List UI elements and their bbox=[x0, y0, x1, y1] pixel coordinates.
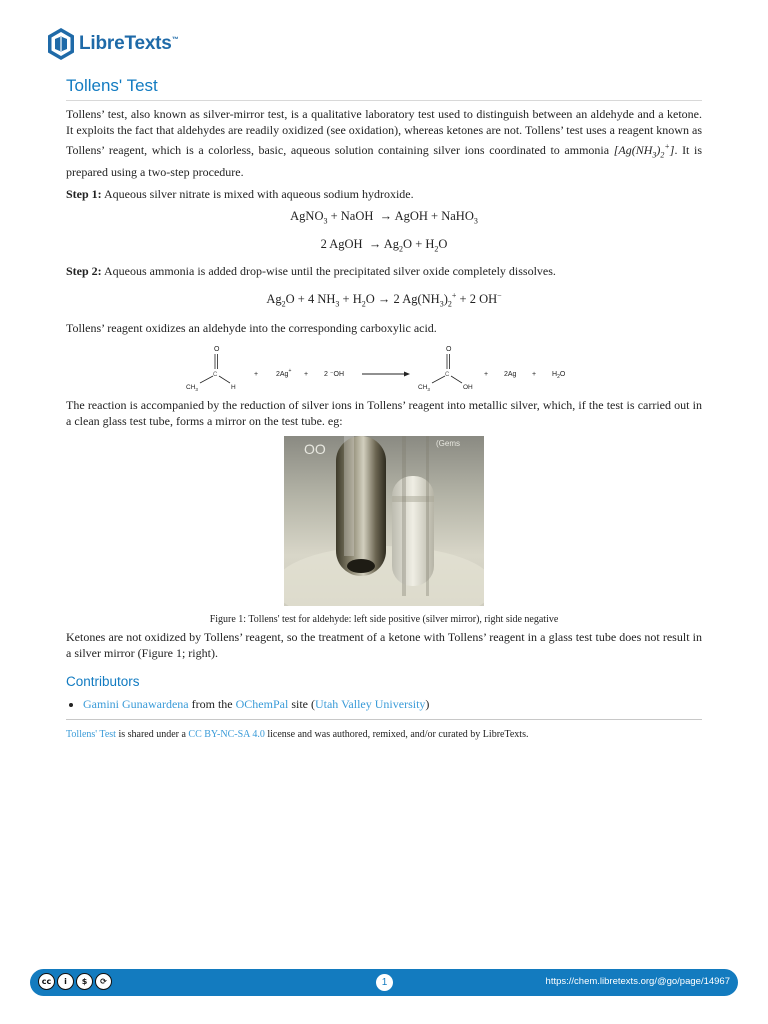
license-notice: Tollens' Test is shared under a CC BY-NC-SA 4.0 license and was authored, remixed, and/or curated by LibreTexts. bbox=[66, 719, 702, 741]
figure-1 bbox=[284, 436, 484, 611]
svg-text:+: + bbox=[304, 370, 309, 378]
test-tube-photo bbox=[284, 436, 484, 606]
aldehyde-c: C bbox=[213, 371, 218, 378]
reaction-scheme bbox=[184, 343, 584, 391]
aldehyde-o: O bbox=[214, 345, 220, 353]
nc-icon: $ bbox=[76, 973, 93, 990]
libretexts-logo-icon bbox=[46, 27, 76, 61]
ketone-paragraph: Ketones are not oxidized by Tollens’ reagent, so the treatment of a ketone with Tollens’ reagent in a glass test tube does not result in a silver mirror (Figure 1; right). bbox=[66, 629, 702, 661]
article-content bbox=[66, 76, 702, 741]
acid-ch3: $CH_3$ bbox=[418, 383, 430, 391]
step-2: Step 2: Aqueous ammonia is added drop-wise until the precipitated silver oxide completely dissolves. bbox=[66, 264, 556, 279]
sa-icon: ⟳ bbox=[95, 973, 112, 990]
contributors-heading: Contributors bbox=[66, 673, 140, 689]
equation-2: 2 AgOH → $Ag_2O + H_2O$ bbox=[320, 236, 448, 254]
cc-license-icons[interactable] bbox=[38, 973, 114, 990]
hydroxide: 2 ⁻OH bbox=[324, 370, 345, 378]
svg-text:+: + bbox=[254, 370, 259, 378]
page-link[interactable]: Tollens' Test bbox=[66, 728, 116, 740]
silver-ion: 2Ag+ bbox=[276, 367, 292, 378]
by-icon: i bbox=[57, 973, 74, 990]
svg-text:(Gems: (Gems bbox=[436, 438, 460, 448]
svg-text:+: + bbox=[532, 370, 537, 378]
license-link[interactable]: CC BY-NC-SA 4.0 bbox=[188, 728, 265, 740]
mirror-paragraph: The reaction is accompanied by the reduction of silver ions in Tollens’ reagent into metallic silver, which, if the test is carried out in a clean glass test tube, forms a mirror on the test tube. eg: bbox=[66, 397, 702, 429]
svg-text:+: + bbox=[484, 370, 489, 378]
page-number: 1 bbox=[376, 974, 393, 991]
svg-text:OO: OO bbox=[304, 440, 326, 457]
intro-paragraph: Tollens’ test, also known as silver-mirror test, is a qualitative laboratory test used to distinguish between an aldehyde and a ketone. It exploits the fact that aldehydes are readily oxidized (see oxidation), whereas ketones are not. Tollens’ test uses a reagent known as Tollens’ reagent, which is a colorless, basic, aqueous solution containing silver ions coordinated to ammonia $[Ag(NH_3)_2^+]$. It is prepared using a two-step procedure. bbox=[66, 107, 703, 179]
page-footer bbox=[30, 969, 738, 996]
acid-c: C bbox=[445, 371, 450, 378]
cc-icon: cc bbox=[38, 973, 55, 990]
aldehyde-ch3: $CH_3$ bbox=[186, 383, 198, 391]
silver-metal: 2Ag bbox=[504, 370, 517, 378]
water: $H_2O$ bbox=[552, 370, 566, 380]
contributors-list bbox=[66, 696, 702, 712]
page-url[interactable]: https://chem.libretexts.org/@go/page/14967 bbox=[545, 976, 730, 987]
ammonia-complex-formula: $[Ag(NH_3)_2^+]$ bbox=[613, 141, 675, 160]
equation-1: AgNO$_3$ + NaOH → AgOH + NaHO$_3$ bbox=[290, 209, 478, 226]
equation-3: $Ag_2O + 4$ $NH_3 + H_2O \to 2$ $Ag(NH_3)_2^+ + 2$ OH− bbox=[266, 290, 502, 309]
logo-wordmark: LibreTexts™ bbox=[79, 33, 179, 54]
figure-caption: Figure 1: Tollens' test for aldehyde: left side positive (silver mirror), right side negative bbox=[209, 613, 559, 625]
ochempal-link[interactable]: OChemPal bbox=[235, 696, 289, 711]
university-link[interactable]: Utah Valley University bbox=[314, 696, 426, 711]
libretexts-logo[interactable] bbox=[46, 27, 179, 61]
page-title: Tollens' Test bbox=[66, 76, 702, 101]
aldehyde-h: H bbox=[231, 383, 236, 391]
contributor-link[interactable]: Gamini Gunawardena bbox=[83, 696, 189, 711]
list-item: • Gamini Gunawardena from the OChemPal site (Utah Valley University) bbox=[83, 696, 702, 712]
acid-oh: OH bbox=[463, 383, 473, 391]
acid-o: O bbox=[446, 345, 452, 353]
step-1: Step 1: Aqueous silver nitrate is mixed with aqueous sodium hydroxide. bbox=[66, 187, 414, 202]
oxidation-paragraph: Tollens’ reagent oxidizes an aldehyde into the corresponding carboxylic acid. bbox=[66, 321, 437, 336]
